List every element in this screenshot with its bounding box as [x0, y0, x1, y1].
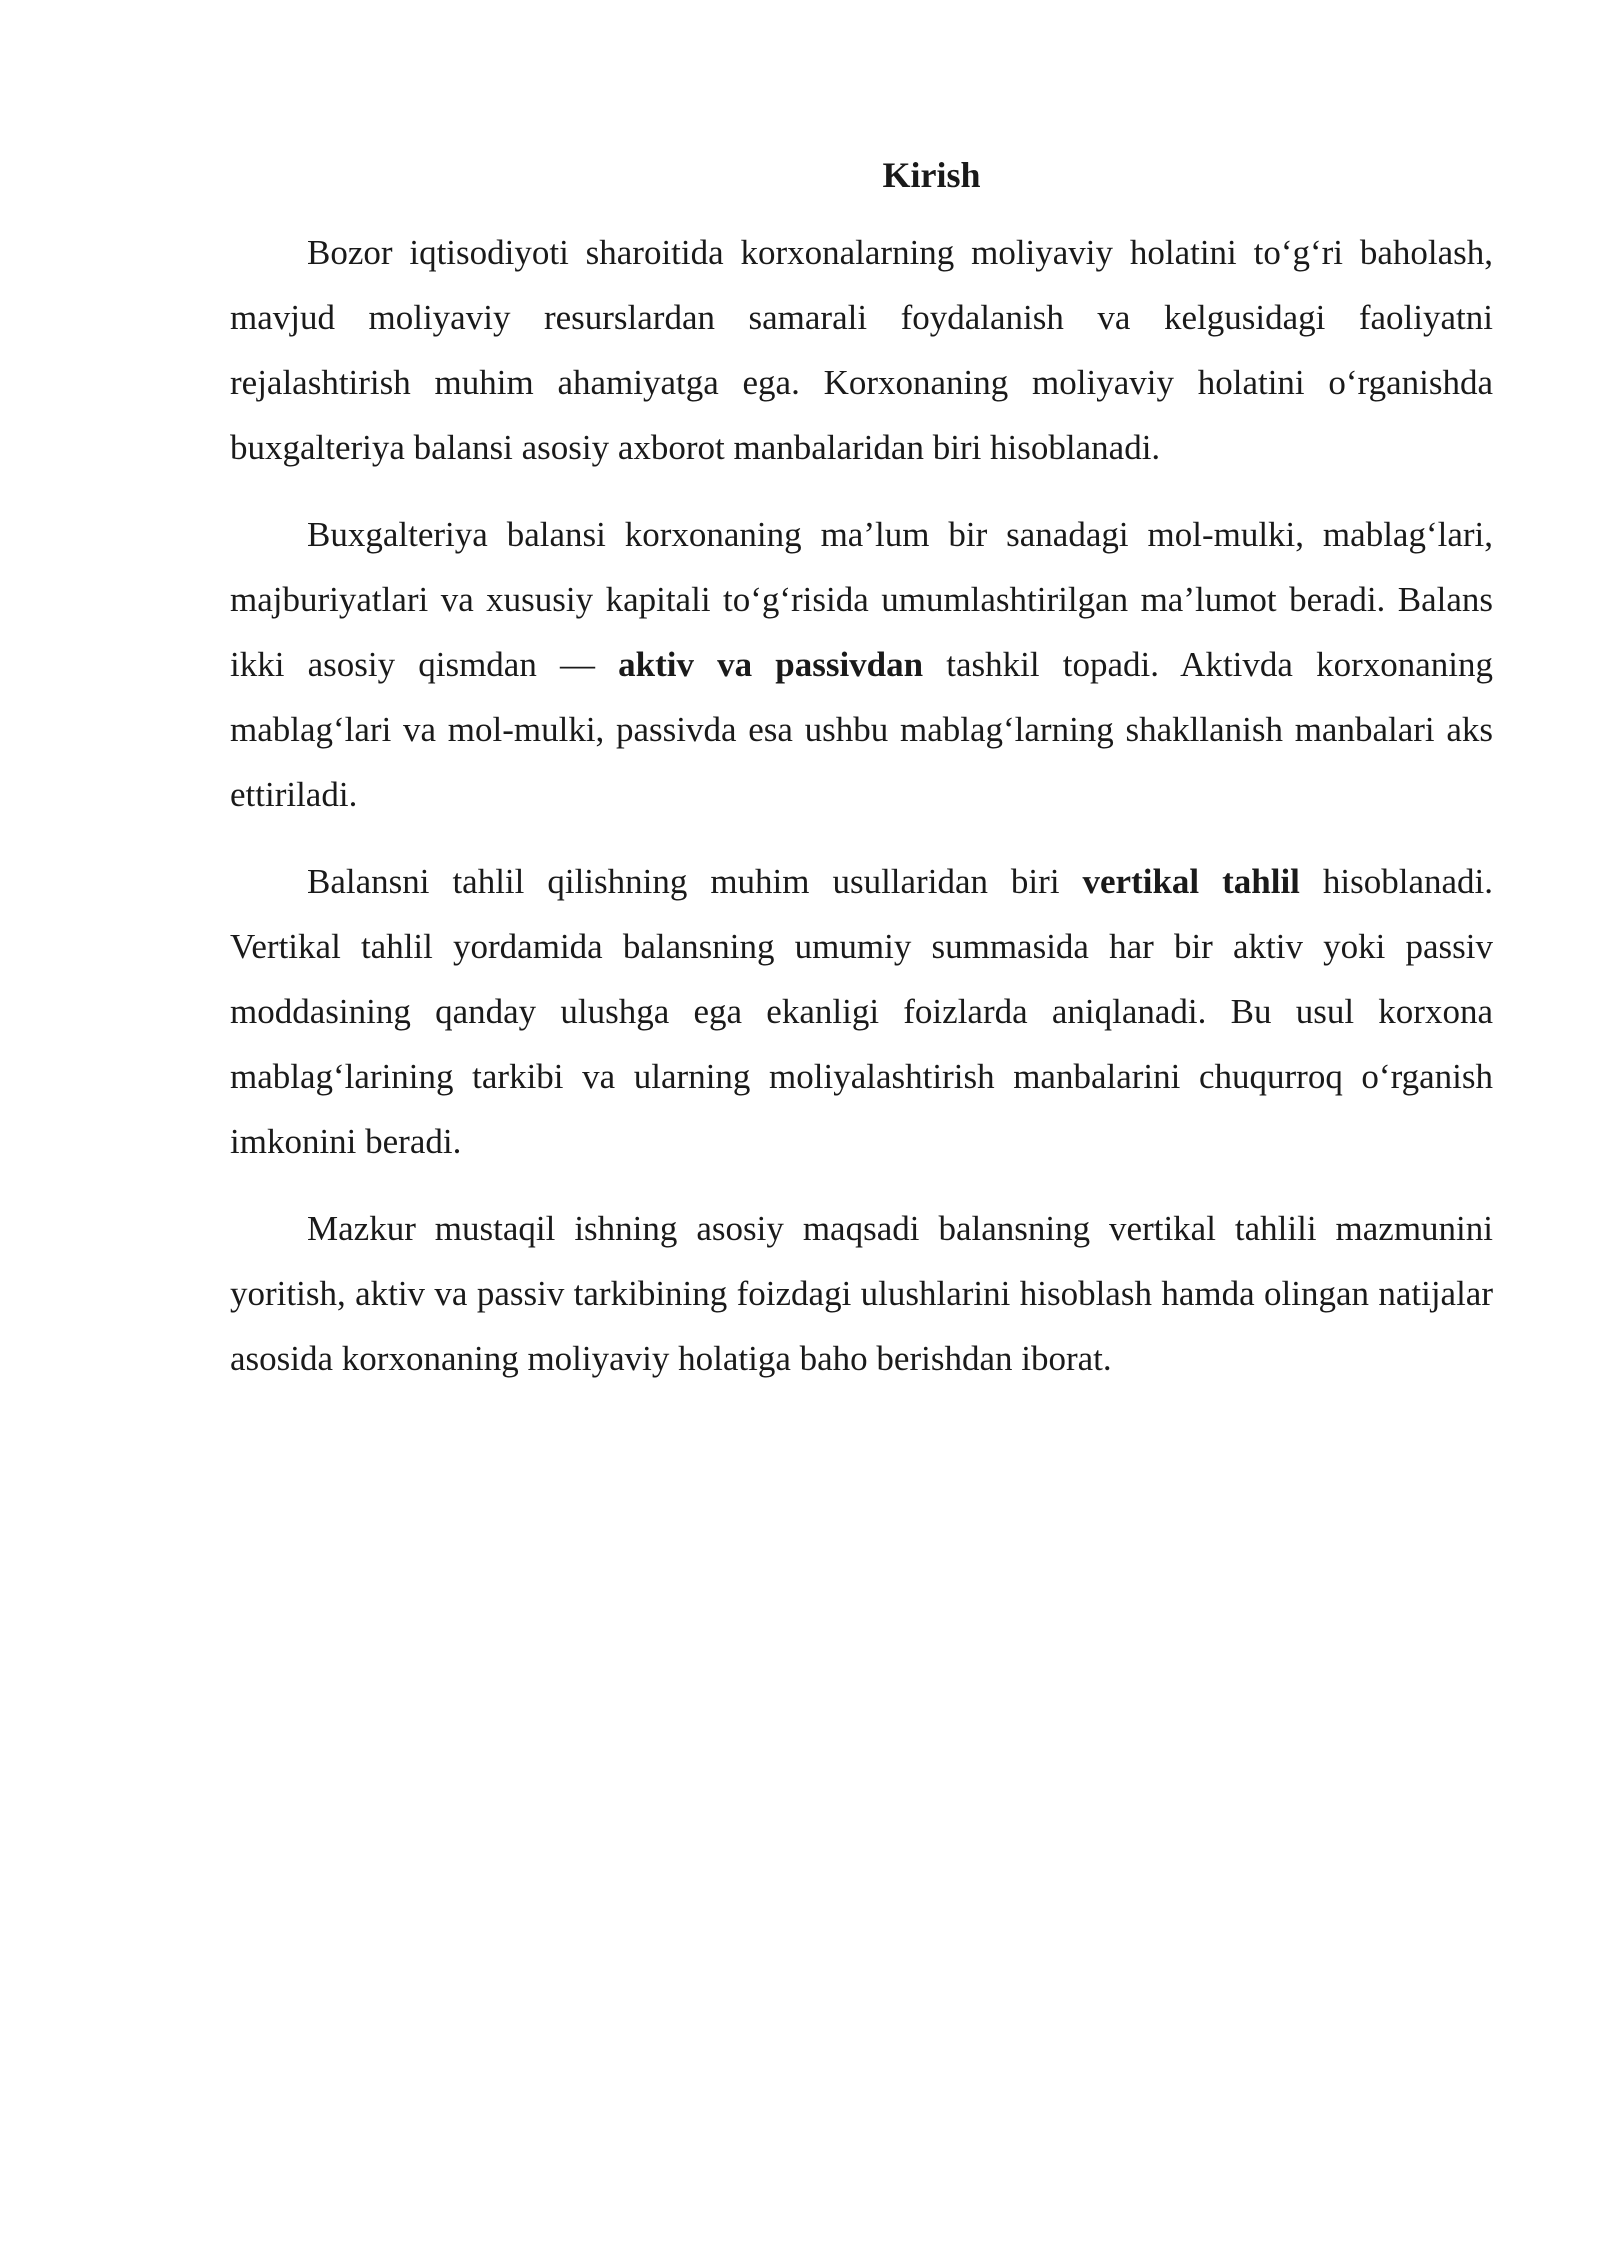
paragraph-text: tashkil topadi. Aktivda korxonaning mablag‘lari va mol-mulki, passivda esa ushbu mablag‘larning shakllanish manbalari aks ettiriladi.: [230, 645, 1493, 814]
paragraph-intro: [230, 220, 1493, 480]
paragraph-text: Bozor iqtisodiyoti sharoitida korxonalarning moliyaviy holatini to‘g‘ri baholash, mavjud moliyaviy resurslardan samarali foydalanish va kelgusidagi faoliyatni rejalashtirish muhim ahamiyatga ega. Korxonaning moliyaviy holatini o‘rganishda buxgalteriya balansi asosiy axborot manbalaridan biri hisoblanadi.: [230, 233, 1493, 467]
paragraph-text: hisoblanadi. Vertikal tahlil yordamida balansning umumiy summasida har bir aktiv yoki passiv moddasining qanday ulushga ega ekanligi foizlarda aniqlanadi. Bu usul korxona mablag‘larining tarkibi va ularning moliyalashtirish manbalarini chuqurroq o‘rganish imkonini beradi.: [230, 862, 1493, 1161]
paragraph-text: Buxgalteriya balansi korxonaning ma’lum bir sanadagi mol-mulki, mablag‘lari, majburiyatlari va xususiy kapitali to‘g‘risida umumlashtirilgan ma’lumot beradi. Balans ikki asosiy qismdan —: [230, 515, 1493, 684]
bold-term: aktiv va passivdan: [618, 645, 924, 684]
paragraph-text: Mazkur mustaqil ishning asosiy maqsadi balansning vertikal tahlili mazmunini yoritish, aktiv va passiv tarkibining foizdagi ulushlarini hisoblash hamda olingan natijalar asosida korxonaning moliyaviy holatiga baho berishdan iborat.: [230, 1209, 1493, 1378]
paragraph-text: Balansni tahlil qilishning muhim usullaridan biri: [307, 862, 1083, 901]
bold-term: vertikal tahlil: [1082, 862, 1300, 901]
section-title: Kirish: [882, 155, 981, 195]
paragraph-goal: [230, 1196, 1493, 1391]
paragraph-balance: [230, 502, 1493, 827]
paragraph-vertical-analysis: [230, 849, 1493, 1174]
document-body: [230, 148, 1493, 1413]
